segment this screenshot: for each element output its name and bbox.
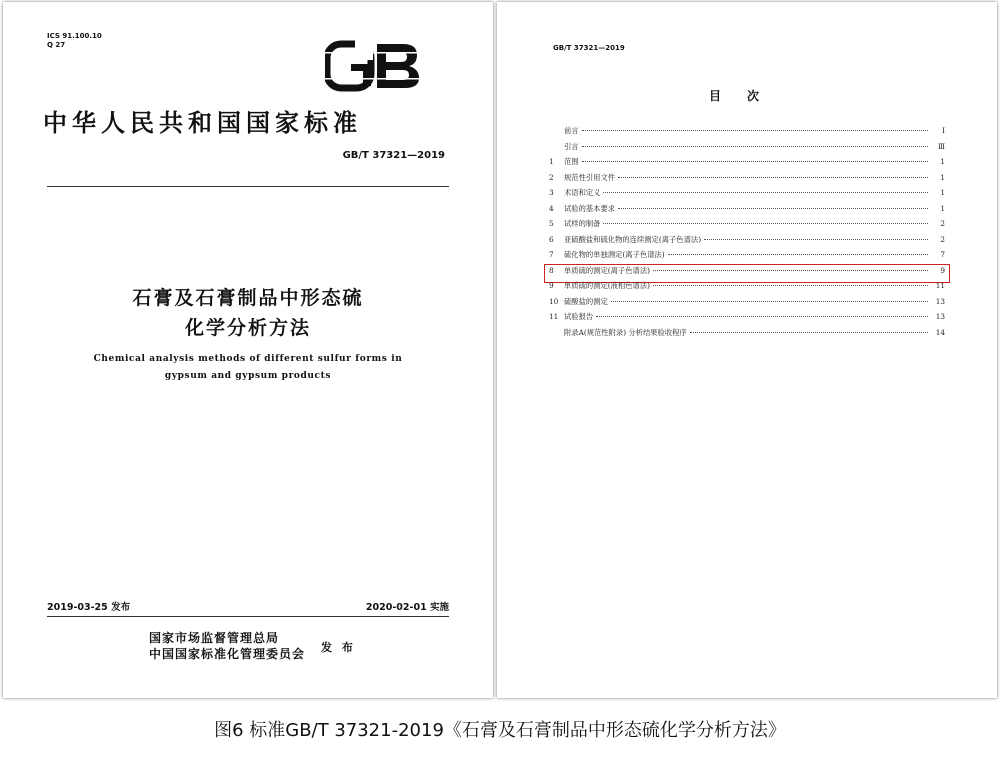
toc-entry-label: 单质硫的测定(离子色谱法) (564, 265, 650, 275)
toc-entry (549, 312, 945, 328)
toc-entry-highlighted (549, 266, 945, 282)
toc-leader-dots (596, 316, 928, 317)
ics-code: ICS 91.100.10 (47, 32, 102, 40)
toc-entry-number: 1 (549, 157, 554, 166)
toc-leader-dots (704, 239, 928, 240)
figure-caption: 图6 标准GB/T 37321-2019《石膏及石膏制品中形态硫化学分析方法》 (214, 720, 786, 741)
release-date: 2019-03-25 发布 (47, 602, 131, 613)
toc-entry (549, 328, 945, 344)
effective-date: 2020-02-01 实施 (365, 602, 449, 613)
toc-entry (549, 281, 945, 297)
toc-entry (549, 297, 945, 313)
toc-list (549, 126, 945, 343)
toc-entry-page: 2 (940, 234, 945, 244)
toc-entry-number: 2 (549, 172, 554, 182)
toc-entry (549, 250, 945, 266)
toc-entry-page: 1 (940, 172, 945, 182)
toc-entry (549, 126, 945, 142)
toc-entry-number: 8 (549, 265, 554, 275)
national-standard-title: 中华人民共和国国家标准 (43, 108, 362, 137)
toc-leader-dots (668, 254, 928, 255)
toc-entry-label: 术语和定义 (564, 188, 601, 197)
standard-cover-page (3, 2, 493, 698)
toc-entry-label: 试验报告 (564, 312, 594, 321)
toc-entry (549, 235, 945, 251)
toc-leader-dots (603, 192, 928, 193)
toc-entry-page: 13 (935, 296, 945, 306)
toc-entry-label: 规范性引用文件 (564, 172, 616, 182)
issuer-sac: 中国国家标准化管理委员会 (149, 647, 306, 661)
table-of-contents-page (497, 2, 997, 698)
header-divider (47, 186, 449, 187)
toc-leader-dots (582, 146, 928, 147)
toc-page-header: GB/T 37321—2019 (553, 44, 625, 52)
toc-entry-label: 硫酸盐的测定 (564, 296, 608, 306)
toc-leader-dots (611, 301, 928, 302)
toc-leader-dots (690, 332, 928, 333)
toc-entry-page: Ⅰ (942, 126, 945, 135)
toc-leader-dots (582, 161, 928, 162)
toc-leader-dots (618, 208, 928, 209)
toc-leader-dots (603, 223, 928, 224)
toc-entry-label: 范围 (564, 157, 579, 166)
toc-entry (549, 219, 945, 235)
toc-entry-page: 1 (940, 203, 945, 213)
toc-entry-label: 试样的制备 (564, 219, 601, 228)
toc-entry-label: 试验的基本要求 (564, 203, 616, 213)
toc-entry-label: 附录A(规范性附录) 分析结果验收程序 (564, 327, 687, 337)
issuer-samr: 国家市场监督管理总局 (149, 631, 280, 645)
toc-entry-page: 13 (935, 312, 945, 321)
issuers (149, 630, 305, 662)
toc-entry-page: 2 (940, 219, 945, 228)
toc-entry-label: 亚硫酸盐和硫化物的连续测定(离子色谱法) (564, 234, 702, 244)
standard-number: GB/T 37321—2019 (342, 150, 445, 161)
document-title-line1: 石膏及石膏制品中形态硫 (132, 287, 364, 309)
toc-entry-page: 1 (940, 157, 945, 166)
toc-entry (549, 157, 945, 173)
toc-entry-page: 9 (940, 265, 945, 275)
toc-entry (549, 204, 945, 220)
toc-entry-label: 单质硫的测定(液相色谱法) (564, 281, 650, 290)
toc-entry-number: 7 (549, 250, 554, 259)
toc-entry (549, 188, 945, 204)
classification-codes (47, 32, 102, 50)
ccs-code: Q 27 (47, 41, 66, 49)
toc-entry-page: 1 (940, 188, 945, 197)
toc-entry-page: Ⅲ (937, 141, 945, 151)
document-title-line2: 化学分析方法 (184, 317, 311, 339)
toc-entry-number: 9 (549, 281, 554, 290)
toc-entry-label: 引言 (564, 141, 579, 151)
english-title-line1: Chemical analysis methods of different sulfur forms in (93, 354, 403, 364)
gb-logo (325, 40, 421, 92)
toc-entry-page: 7 (940, 250, 945, 259)
toc-entry-number: 6 (549, 234, 554, 244)
toc-entry-number: 3 (549, 188, 554, 197)
toc-leader-dots (653, 270, 928, 271)
english-title-line2: gypsum and gypsum products (164, 371, 332, 381)
toc-entry-label: 前言 (564, 126, 579, 135)
toc-entry-label: 硫化物的单独测定(离子色谱法) (564, 250, 665, 259)
toc-entry (549, 173, 945, 189)
toc-entry-page: 14 (935, 327, 945, 337)
toc-entry-number: 4 (549, 203, 554, 213)
toc-entry (549, 142, 945, 158)
toc-entry-number: 5 (549, 219, 554, 228)
toc-entry-number: 11 (549, 312, 559, 321)
toc-leader-dots (653, 285, 928, 286)
footer-divider (47, 616, 449, 617)
toc-entry-page: 11 (935, 281, 945, 290)
toc-title: 目次 (708, 89, 785, 103)
toc-entry-number: 10 (549, 296, 559, 306)
publish-label: 发 布 (321, 641, 356, 654)
toc-leader-dots (618, 177, 928, 178)
toc-leader-dots (582, 130, 928, 131)
